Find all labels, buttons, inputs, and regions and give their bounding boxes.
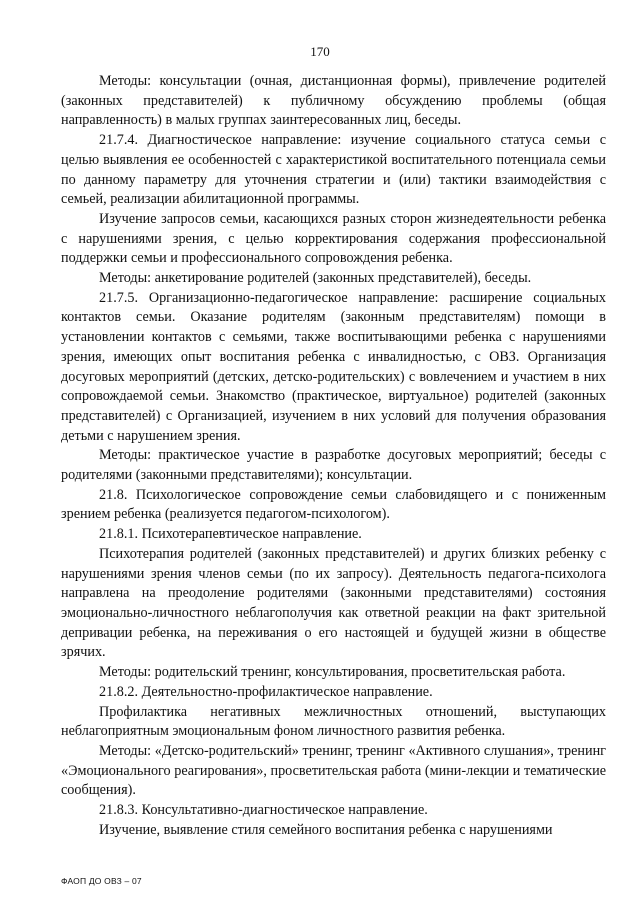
paragraph: Изучение, выявление стиля семейного воспитания ребенка с нарушениями (99, 821, 553, 838)
footer-code: ФАОП ДО ОВЗ – 07 (61, 876, 142, 886)
page-number: 170 (310, 44, 330, 59)
paragraph: Психотерапия родителей (законных представителей) и других близких ребенку с нарушениями зрения членов семьи (по их запросу). Деятельность педагога-психолога направлена на преодоление родителями (законными представителями) состояния эмоционально-личностного неблагополучия как ответной реакции на факт зрительной депривации ребенка, на переживания о его настоящей и будущей жизни в обществе зрячих. (61, 545, 606, 661)
paragraph: 21.8.3. Консультативно-диагностическое направление. (99, 802, 428, 819)
paragraph: Профилактика негативных межличностных отношений, выступающих неблагоприятным эмоциональным фоном личностного развития ребенка. (61, 703, 606, 740)
paragraph: Методы: родительский тренинг, консультирования, просветительская работа. (99, 664, 566, 681)
paragraph: 21.7.4. Диагностическое направление: изучение социального статуса семьи с целью выявления ее особенностей с характеристикой воспитательного потенциала семьи по данному параметру для уточнения стратегии и (или) тактики взаимодействия с семьей, реализации абилитационной программы. (61, 132, 606, 208)
paragraph: 21.8.2. Деятельностно-профилактическое направление. (99, 683, 433, 700)
paragraph: Методы: консультации (очная, дистанционная формы), привлечение родителей (законных представителей) к публичному обсуждению проблемы (общая направленность) в малых группах заинтересованных лиц, беседы. (61, 73, 606, 129)
paragraph: Методы: практическое участие в разработке досуговых мероприятий; беседы с родителями (законными представителями); консультации. (61, 447, 606, 484)
paragraph: Методы: «Детско-родительский» тренинг, тренинг «Активного слушания», тренинг «Эмоционального реагирования», просветительская работа (мини-лекции и тематические сообщения). (61, 742, 606, 799)
paragraph: 21.7.5. Организационно-педагогическое направление: расширение социальных контактов семьи. Оказание родителям (законным представителям) помощи в установлении контактов с семьями, также воспитывающими ребенка с нарушениями зрения, имеющих опыт воспитания ребенка с инвалидностью, с ОВЗ. Организация досуговых мероприятий (детских, детско-родительских) с вовлечением и участием в них сопровождаемой семьи. Знакомство (практическое, виртуальное) родителей (законных представителей) с Организацией, изучением в них условий для получения образования детьми с нарушением зрения. (61, 289, 606, 444)
paragraph: 21.8.1. Психотерапевтическое направление. (99, 526, 362, 543)
paragraph: Методы: анкетирование родителей (законных представителей), беседы. (99, 270, 532, 287)
paragraph: 21.8. Психологическое сопровождение семьи слабовидящего и с пониженным зрением ребенка (реализуется педагогом-психологом). (61, 486, 606, 523)
document-body (61, 72, 606, 840)
paragraph: Изучение запросов семьи, касающихся разных сторон жизнедеятельности ребенка с нарушениями зрения, с целью корректирования содержания профессиональной поддержки семьи и профессионального сопровождения ребенка. (61, 210, 606, 267)
